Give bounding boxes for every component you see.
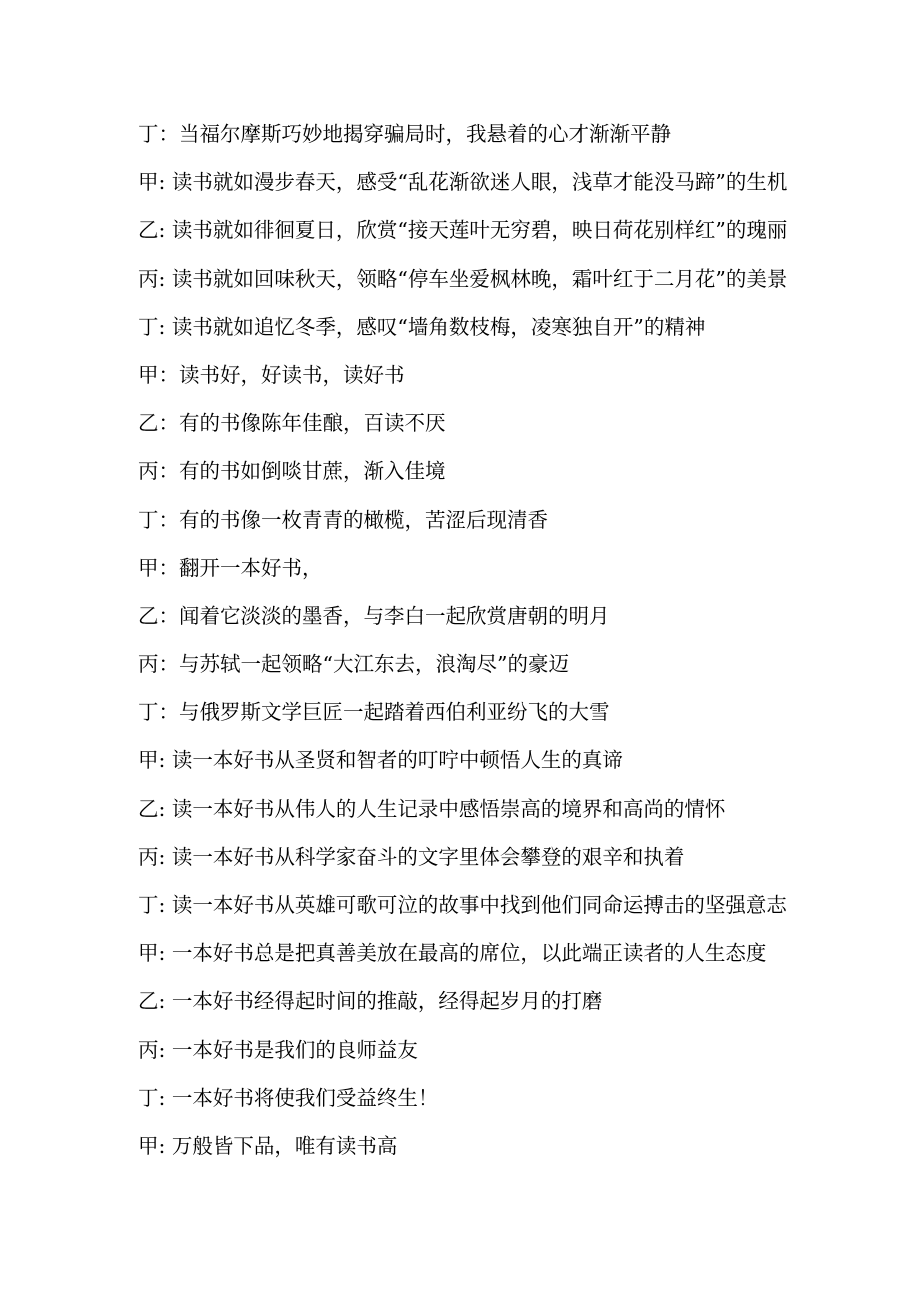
dialogue-line: 乙：闻着它淡淡的墨香，与李白一起欣赏唐朝的明月 [138, 603, 610, 628]
dialogue-line: 乙: 读一本好书从伟人的人生记录中感悟崇高的境界和高尚的情怀 [138, 796, 726, 821]
dialogue-line: 丙：有的书如倒啖甘蔗，渐入佳境 [138, 459, 446, 484]
dialogue-line: 丁：与俄罗斯文学巨匠一起踏着西伯利亚纷飞的大雪 [138, 700, 610, 725]
dialogue-line: 丁: 一本好书将使我们受益终生！ [138, 1085, 439, 1110]
dialogue-line: 甲：读书好，好读书，读好书 [138, 362, 405, 387]
dialogue-line: 甲：翻开一本好书， [138, 555, 323, 580]
dialogue-line: 丙: 读书就如回味秋天，领略“停车坐爱枫林晚，霜叶红于二月花”的美景 [138, 266, 788, 291]
dialogue-line: 丙: 读一本好书从科学家奋斗的文字里体会攀登的艰辛和执着 [138, 844, 685, 869]
dialogue-line: 丁：当福尔摩斯巧妙地揭穿骗局时，我悬着的心才渐渐平静 [138, 122, 671, 146]
dialogue-line: 乙: 一本好书经得起时间的推敲，经得起岁月的打磨 [138, 989, 603, 1014]
dialogue-line: 乙: 读书就如徘徊夏日，欣赏“接天莲叶无穷碧，映日荷花别样红”的瑰丽 [138, 218, 788, 243]
dialogue-line: 甲: 万般皆下品，唯有读书高 [138, 1133, 398, 1158]
dialogue-line: 甲: 读书就如漫步春天，感受“乱花渐欲迷人眼，浅草才能没马蹄”的生机 [138, 170, 788, 195]
dialogue-lines [138, 114, 898, 1174]
dialogue-line: 甲: 一本好书总是把真善美放在最高的席位，以此端正读者的人生态度 [138, 941, 767, 966]
dialogue-line: 乙：有的书像陈年佳酿，百读不厌 [138, 411, 446, 436]
dialogue-line: 丙：与苏轼一起领略“大江东去，浪淘尽”的豪迈 [138, 652, 569, 677]
dialogue-line: 丁：有的书像一枚青青的橄榄，苦涩后现清香 [138, 507, 548, 532]
dialogue-line: 甲: 读一本好书从圣贤和智者的叮咛中顿悟人生的真谛 [138, 748, 623, 773]
dialogue-line: 丙: 一本好书是我们的良师益友 [138, 1037, 418, 1062]
dialogue-line: 丁: 读一本好书从英雄可歌可泣的故事中找到他们同命运搏击的坚强意志 [138, 893, 787, 917]
dialogue-line: 丁: 读书就如追忆冬季，感叹“墙角数枝梅，凌寒独自开”的精神 [138, 314, 706, 339]
